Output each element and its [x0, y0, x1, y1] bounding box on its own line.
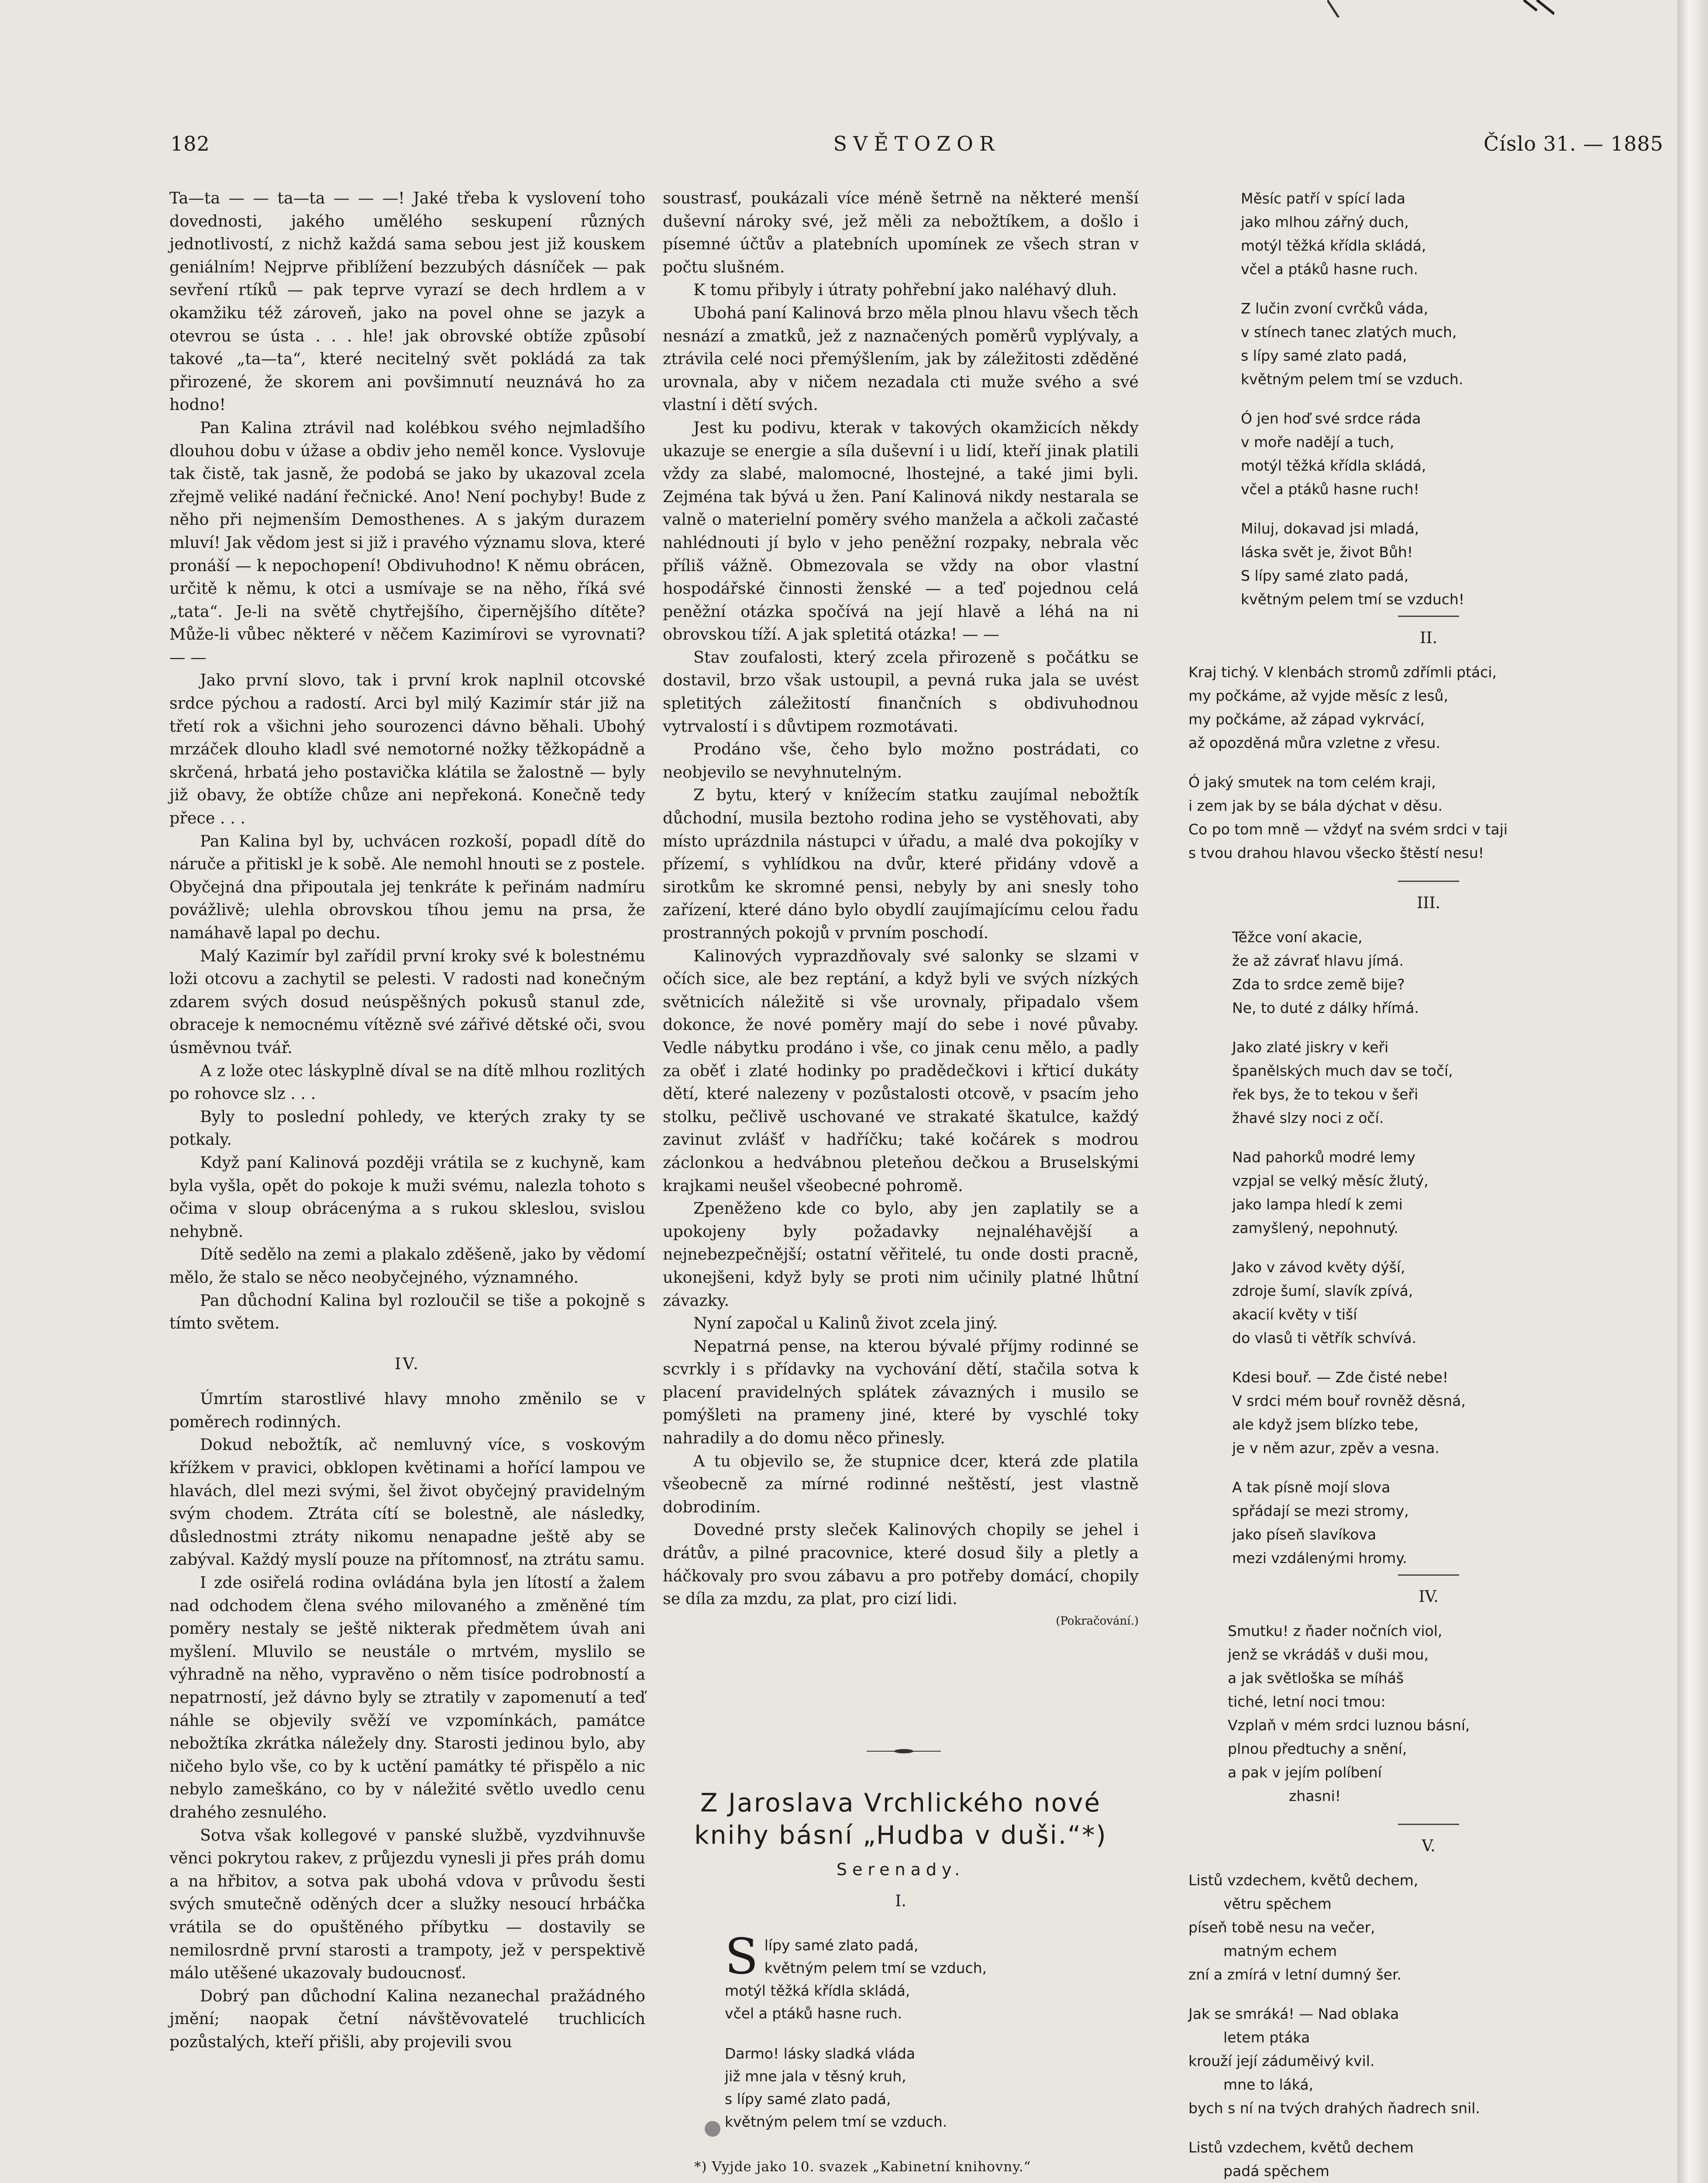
poem-part-numeral: III.: [1416, 894, 1441, 912]
poem-collection-title-2: knihy básní „Hudba v duši.“*): [694, 1820, 1107, 1850]
poem-line: my počkáme, až západ vykrvácí,: [1188, 711, 1425, 728]
paragraph: soustrasť, poukázali více méně šetrně na některé menší duševní nároky své, jež měli za nebožtíkem, a došlo i písemné účtův a platebních upomínek ze všech stran v počtu slušném.: [663, 189, 1139, 276]
poem-line: včel a ptáků hasne ruch.: [725, 2005, 902, 2022]
stanza: [1188, 1869, 1669, 1987]
journal-title: SVĚTOZOR: [833, 132, 1001, 155]
paragraph: K tomu přibyly i útraty pohřební jako naléhavý dluh.: [693, 280, 1117, 300]
paragraph: Pan Kalina ztrávil nad kolébkou svého nejmladšího dlouhou dobu v úžase a obdiv jeho neměl konce. Vyslovuje tak čistě, tak jasně, že podobá se jako by ukazoval zcela zřejmě veliké nadání řečnické. Ano! Není pochyby! Bude z něho při nejmenším Demosthenes. A s jakým durazem mluví! Jak vědom jest si již i pravého významu slova, které pronáší — k nepochopení! Obdivuhodno! K němu obrácen, určitě k němu, k otci a usmívaje se na něho, říká své „tata“. Je-li na světě chytřejšího, čipernějšího dítěte? Může-li vůbec některé v něčem Kazimírovi se vyrovnati? — —: [169, 418, 645, 667]
poem-line: zhasni!: [1289, 1787, 1341, 1804]
poem-line: letem ptáka: [1223, 2029, 1310, 2046]
paragraph: Ubohá paní Kalinová brzo měla plnou hlavu všech těch nesnází a zmatků, jež z naznačených poměrů vyplývaly, a ztrávila celé noci přemýšlením, jak by záležitosti zděděné urovnala, aby v ničem nezadala cti muže svého a své vlastní i dětí svých.: [663, 303, 1139, 414]
stanza: [1188, 661, 1669, 755]
poem-line: jako lampa hledí k zemi: [1232, 1196, 1403, 1213]
poem-line: motýl těžká křídla skládá,: [1241, 237, 1426, 254]
paragraph: A tu objevilo se, že stupnice dcer, která zde platila všeobecně za mírné rodinné neštěstí, jest vlastně dobrodiním.: [663, 1451, 1139, 1516]
poem-line: Vzplaň v mém srdci luznou básní,: [1228, 1717, 1470, 1734]
poem-line: my počkáme, až vyjde měsíc z lesů,: [1188, 687, 1448, 704]
poem-line: květným pelem tmí se vzduch!: [1241, 591, 1465, 608]
poem-line: plnou předtuchy a snění,: [1228, 1740, 1407, 1757]
poem-line: a pak v jejím políbení: [1228, 1764, 1382, 1781]
poem-line: lípy samé zlato padá,: [764, 1937, 919, 1954]
stanza: [1188, 1036, 1669, 1130]
poem-line: S lípy samé zlato padá,: [1241, 567, 1409, 584]
paragraph: Nepatrná pense, na kterou bývalé příjmy rodinné se scvrkly i s přídavky na vychování dětí, stačila sotva k placení pravidelných splátek závazných i musilo se pomýšleti na prameny jiné, které by vyschlé toky nahradily a do domu něco přinesly.: [663, 1336, 1139, 1448]
drop-cap: S: [725, 1928, 758, 1985]
stanza: [1188, 187, 1669, 281]
paragraph: A z lože otec láskyplně díval se na dítě mlhou rozlitých po rohovce slz . . .: [169, 1061, 645, 1103]
footnote: *) Vyjde jako 10. svazek „Kabinetní knihovny.“: [694, 2159, 1031, 2175]
poem-line: jako píseň slavíkova: [1232, 1526, 1377, 1543]
poem-line: matným echem: [1223, 1942, 1337, 1959]
poem-line: a jak světloška se míháš: [1228, 1670, 1404, 1687]
poem-title-block: [663, 1787, 1139, 1910]
poem-line: jenž se vkrádáš v duši mou,: [1228, 1646, 1429, 1663]
poem-line: španělských much dav se točí,: [1232, 1062, 1453, 1079]
poem-line: Co po tom mně — vždyť na svém srdci v taji: [1188, 821, 1508, 838]
paragraph: Jest ku podivu, kterak v takových okamžicích někdy ukazuje se energie a síla duševní i u lidí, kteří jinak platili vždy za slabé, malomocné, lhostejné, a také jimi byli. Zejména tak bývá u žen. Paní Kalinová nikdy nestarala se valně o materielní poměry svého manžela a ačkoli začasté nahlédnouti jí bylo v jeho peněžní rozpaky, nebrala věc příliš vážně. Obmezovala se vždy na obor vlastní hospodářské činnosti ženské — a teď pojednou celá peněžní otázka spočívá na její hlavě a léhá na ni obrovskou tíží. A jak spletitá otázka! — —: [663, 418, 1139, 644]
poem-line: padá spěchem: [1223, 2162, 1329, 2180]
stanza: [1188, 2136, 1669, 2183]
poem-line: s lípy samé zlato padá,: [1241, 347, 1407, 364]
page-number: 182: [170, 132, 210, 155]
paragraph: Dokud nebožtík, ač nemluvný více, s voskovým křížkem v pravici, obklopen květinami a hořící lampou ve hlavách, dlel mezi svými, šel život obyčejný pravidelným svým chodem. Ztráta cítí se bolestně, ale následky, důslednostmi ztráty nikomu nenapadne ještě aby se zabýval. Každý myslí pouze na přítomnosť, na ztrátu samu.: [169, 1435, 645, 1569]
poem-line: Jak se smráká! — Nad oblaka: [1188, 2005, 1399, 2022]
poem-part-numeral: II.: [1420, 629, 1437, 647]
paragraph: Dítě sedělo na zemi a plakalo zděšeně, jako by vědomí mělo, že stalo se něco neobyčejného, významného.: [169, 1245, 645, 1287]
poem-line: Kraj tichý. V klenbách stromů zdřímli ptáci,: [1188, 664, 1497, 681]
poem-line: je v něm azur, zpěv a vesna.: [1232, 1439, 1439, 1456]
continued-note: (Pokračování.): [1056, 1614, 1139, 1628]
paragraph: Pan důchodní Kalina byl rozloučil se tiše a pokojně s tímto světem.: [169, 1291, 645, 1333]
stanza: [1188, 771, 1669, 865]
poem-line: Listů vzdechem, květů dechem,: [1188, 1872, 1419, 1889]
poem-line: Ó jen hoď své srdce ráda: [1241, 410, 1421, 427]
section-rule: [1398, 881, 1459, 882]
poem-line: do vlasů ti větřík schvívá.: [1232, 1329, 1417, 1346]
paragraph: Úmrtím starostlivé hlavy mnoho změnilo se v poměrech rodinných.: [169, 1389, 645, 1431]
poem-line: květným pelem tmí se vzduch.: [1241, 371, 1464, 388]
paragraph: I zde osiřelá rodina ovládána byla jen lítostí a žalem nad odchodem člena svého milovaného a změněné tím poměry nestaly se ještě nikterak předmětem úvah ani myšlení. Mluvilo se neustále o mrtvém, myslilo se výhradně na něho, vypravěno o něm tisíce podrobností a nepatrností, jež dávno byly se ztratily v zapomenutí a teď náhle se objevily svěží ve vzpomínkách, památce nebožtíka zkrátka náležely dny. Starosti jedinou bylo, aby ničeho bylo vše, co by k uctění památky té přispělo a nic nebylo zameškáno, co by v náležité světlo uvedlo cenu drahého zesnulého.: [169, 1573, 645, 1821]
paragraph: Nyní započal u Kalinů život zcela jiný.: [693, 1314, 998, 1333]
paragraph: Dovedné prsty sleček Kalinových chopily se jehel i drátův, a pilné pracovnice, které dosud šily a pletly a háčkovaly pro svou zábavu a pro potřeby domácí, chopily se díla za mzdu, za plat, pro cizí lidi.: [663, 1520, 1139, 1608]
poem-line: jako mlhou zářný duch,: [1241, 213, 1409, 231]
poem-line: Zda to srdce země bije?: [1232, 976, 1405, 993]
poem-line: vzpjal se velký měsíc žlutý,: [1232, 1172, 1429, 1189]
poem-line: spřádají se mezi stromy,: [1232, 1502, 1409, 1519]
poem-line: A tak písně mojí slova: [1232, 1479, 1391, 1496]
poem-line: bych s ní na tvých drahých ňadrech snil.: [1188, 2100, 1480, 2117]
section-rule: [1398, 1824, 1459, 1825]
poem-line: mne to láká,: [1223, 2076, 1314, 2093]
poem-line: Nad pahorků modré lemy: [1232, 1149, 1415, 1166]
ink-blot: [705, 2121, 720, 2137]
paragraph: Ta—ta — — ta—ta — — —! Jaké třeba k vyslovení toho dovednosti, jakého umělého seskupení různých jednotlivostí, z nichž každá sama sebou jest již kouskem geniálním! Nejprve přiblížení bezzubých dásníček — pak sevření rtíků — pak teprve vyrazí se dech hrdlem a v okamžiku též zároveň, jako na povel ohne se jazyk a otevrou se ústa . . . hle! jak obrovské obtíže způsobí takové „ta—ta“, které necitelný svět pokládá za tak přirozené, že skorem ani povšimnutí neuznává ho za hodno!: [169, 189, 645, 414]
paragraph: Zpeněženo kde co bylo, aby jen zaplatily se a upokojeny byly požadavky nejnaléhavější a nejnebezpečnější; ostatní věřitelé, tu onde dosti pracně, ukonejšeni, když byly se proti nim učinily platné lhůtní závazky.: [663, 1199, 1139, 1310]
poem-part-numeral: IV.: [1419, 1588, 1439, 1606]
poem-line: Těžce voní akacie,: [1232, 929, 1363, 946]
stanza: [1188, 2002, 1669, 2120]
page-edge: [1677, 0, 1708, 2183]
poem-line: ale když jsem blízko tebe,: [1232, 1416, 1419, 1433]
poem-line: Listů vzdechem, květů dechem: [1188, 2139, 1414, 2156]
ornament-divider: [867, 1749, 941, 1754]
poem-line: i zem jak by se bála dýchat v děsu.: [1188, 797, 1443, 814]
poem-line: s tvou drahou hlavou všecko štěstí nesu!: [1188, 844, 1484, 861]
poem-line: Jako v závod květy dýší,: [1232, 1259, 1405, 1276]
scan-artifact-lines: [1327, 0, 1554, 17]
poem-line: žhavé slzy noci z očí.: [1232, 1109, 1384, 1126]
stanza: [1188, 1256, 1669, 1350]
poem-line: Z lučin zvoní cvrčků váda,: [1241, 300, 1429, 317]
section-heading: IV.: [395, 1354, 420, 1373]
poem-subtitle: Serenady.: [836, 1860, 965, 1879]
poem-line: zamyšlený, nepohnutý.: [1232, 1219, 1398, 1236]
paragraph: Dobrý pan důchodní Kalina nezanechal pražádného jmění; naopak četní návštěvovatelé truchlicích pozůstalých, kteří přišli, aby projevili svou: [169, 1986, 645, 2051]
poem-line: zdroje šumí, slavík zpívá,: [1232, 1282, 1413, 1299]
poem-line: v moře nadějí a tuch,: [1241, 434, 1395, 451]
poem-line: až opozděná můra vzletne z vřesu.: [1188, 734, 1440, 751]
poem-line: řek bys, že to tekou v šeři: [1232, 1086, 1419, 1103]
page-header: [170, 132, 1663, 162]
poem-line: Smutku! z ňader nočních viol,: [1228, 1622, 1443, 1639]
poem-line: píseň tobě nesu na večer,: [1188, 1919, 1375, 1936]
poem-part-numeral: I.: [895, 1892, 906, 1910]
paragraph: Když paní Kalinová později vrátila se z kuchyně, kam byla vyšla, opět do pokoje k muži svému, nalezla tohoto s očima v sloup obrácenýma a s rukou skleslou, svislou nehybně.: [169, 1153, 645, 1241]
poem-line: včel a ptáků hasne ruch.: [1241, 261, 1419, 278]
paragraph: Malý Kazimír byl zařídil první kroky své k bolestnému loži otcovu a zachytil se pelesti. V radosti nad konečným zdarem svých dosud neúspěšných pokusů stanul zde, obraceje k nemocnému vítězně své zářivé dětské oči, svou úsměvnou tvář.: [169, 946, 645, 1057]
poem-part-numeral: V.: [1422, 1837, 1436, 1855]
stanza: [1188, 1476, 1669, 1570]
stanza: [1188, 1619, 1669, 1808]
paragraph: Kalinových vyprazdňovaly své salonky se slzami v očích sice, ale bez reptání, a když byli ve svých nízkých světnicích náležitě si vše urovnaly, připadalo všem dokonce, že nové poměry mají do sebe i nové půvaby. Vedle nábytku prodáno i vše, co jinak cenu mělo, a padly za oběť i zlaté hodinky po pradědečkovi i křticí dukáty dětí, které nalezeny v pozůstalosti otcově, v psacím jeho stolku, pečlivě uschované ve strakaté škatulce, každý zavinut zvlášť v hadříčku; také kočárek s modrou záclonkou a hedvábnou pleteňou dečkou a Bruselskými krajkami neušel všeobecné pohromě.: [663, 946, 1139, 1195]
paragraph: Pan Kalina byl by, uchvácen rozkoší, popadl dítě do náruče a přitiskl je k sobě. Ale nemohl hnouti se z postele. Obyčejná dna připoutala jej tenkráte k peřinám nadmíru povážlivě; ulehla obrovskou tíhou jemu na prsa, že namáhavě lapal po dechu.: [169, 831, 645, 942]
poem-line: krouží její záduměivý kvil.: [1188, 2052, 1375, 2069]
issue-number: Číslo 31. — 1885: [1483, 132, 1663, 155]
stanza: [1188, 1146, 1669, 1240]
poem-line: Měsíc patří v spící lada: [1241, 190, 1405, 207]
stanza: [1188, 297, 1669, 391]
poem-collection-title: Z Jaroslava Vrchlického nové: [700, 1788, 1102, 1818]
stanza: [1188, 1366, 1669, 1460]
column-3: [1188, 187, 1669, 2183]
poem-line: Jako zlaté jiskry v keři: [1232, 1039, 1389, 1056]
poem-line: tiché, letní noci tmou:: [1228, 1693, 1386, 1710]
poem-line: v stínech tanec zlatých much,: [1241, 324, 1457, 341]
paragraph: Z bytu, který v knížecím statku zaujímal nebožtík důchodní, musila beztoho rodina jeho se vystěhovati, aby místo uprázdnila nástupci v úřadu, a malé dva pokojíky v přízemí, s vyhlídkou na dvůr, které přidány vdově a sirotkům ke skromné pensi, nebyly by ani snesly toho zařízení, které dáno bylo obydlí zaujímajícímu celou řadu prostranných pokojů v prvním poschodí.: [663, 785, 1139, 942]
paragraph: Sotva však kollegové v panské službě, vyzdvihnuvše věnci pokrytou rakev, z průjezdu vynesli ji přes práh domu a na hřbitov, a sotva pak ubohá vdova v průvodu šesti svých smutečně oděných dcer a služky nesoucí hrbáčka vrátila se do opuštěného příbytku — dostavily se nemilosrdně první starosti a trampoty, jež v perspektivě málo utěšené ukazovaly budoucnosť.: [169, 1825, 645, 1983]
poem-line: Ó jaký smutek na tom celém kraji,: [1188, 774, 1436, 791]
poem-part-1: [725, 1928, 1118, 2151]
poem-line: láska svět je, život Bůh!: [1241, 544, 1413, 561]
poem-line: akacií květy v tiší: [1232, 1306, 1357, 1323]
paragraph: Byly to poslední pohledy, ve kterých zraky ty se potkaly.: [169, 1107, 645, 1149]
paragraph: Stav zoufalosti, který zcela přirozeně s počátku se dostavil, brzo však ustoupil, a pevná ruka jala se uvést spletitých záležitostí finančních s obdivuhodnou vytrvalostí i s důvtipem rozmotávati.: [663, 647, 1139, 736]
poem-line: květným pelem tmí se vzduch.: [725, 2113, 947, 2130]
paragraph: Jako první slovo, tak i první krok naplnil otcovské srdce pýchou a radostí. Arci byl milý Kazimír stár již na třetí rok a všichni jeho sourozenci dávno běhali. Ubohý mrzáček dlouho kladl své nemotorné nožky těžkopádně a skrčená, hrbatá jeho postavička klátila se žalostně — byly již obavy, že obtíže chůze ani nepřekoná. Konečně tedy přece . . .: [169, 671, 645, 828]
section-rule: [1398, 1574, 1459, 1576]
paragraph: Prodáno vše, čeho bylo možno postrádati, co neobjevilo se nevyhnutelným.: [663, 740, 1139, 782]
poem-line: že až závrať hlavu jímá.: [1232, 952, 1404, 969]
poem-line: Darmo! lásky sladká vláda: [725, 2045, 916, 2062]
column-1: [169, 187, 645, 2054]
stanza: [1188, 926, 1669, 1020]
poem-line: již mne jala v těsný kruh,: [725, 2068, 906, 2085]
stanza: [725, 1928, 1118, 2025]
poem-line: květným pelem tmí se vzduch,: [764, 1959, 987, 1976]
section-rule: [1398, 616, 1459, 617]
poem-line: V srdci mém bouř rovněž děsná,: [1232, 1392, 1466, 1409]
stanza: [1188, 407, 1669, 501]
poem-line: motýl těžká křídla skládá,: [1241, 457, 1426, 474]
poem-line: zní a zmírá v letní dumný šer.: [1188, 1966, 1402, 1983]
poem-line: Miluj, dokavad jsi mladá,: [1241, 520, 1419, 537]
poem-line: včel a ptáků hasne ruch!: [1241, 481, 1419, 498]
poem-line: Kdesi bouř. — Zde čisté nebe!: [1232, 1369, 1449, 1386]
poem-line: motýl těžká křídla skládá,: [725, 1982, 910, 1999]
stanza: [1188, 517, 1669, 611]
stanza: [725, 2042, 1118, 2133]
column-2: [663, 187, 1139, 1632]
poem-line: Ne, to duté z dálky hřímá.: [1232, 999, 1419, 1016]
poem-line: s lípy samé zlato padá,: [725, 2090, 891, 2107]
poem-line: mezi vzdálenými hromy.: [1232, 1549, 1407, 1567]
poem-line: větru spěchem: [1223, 1895, 1332, 1912]
